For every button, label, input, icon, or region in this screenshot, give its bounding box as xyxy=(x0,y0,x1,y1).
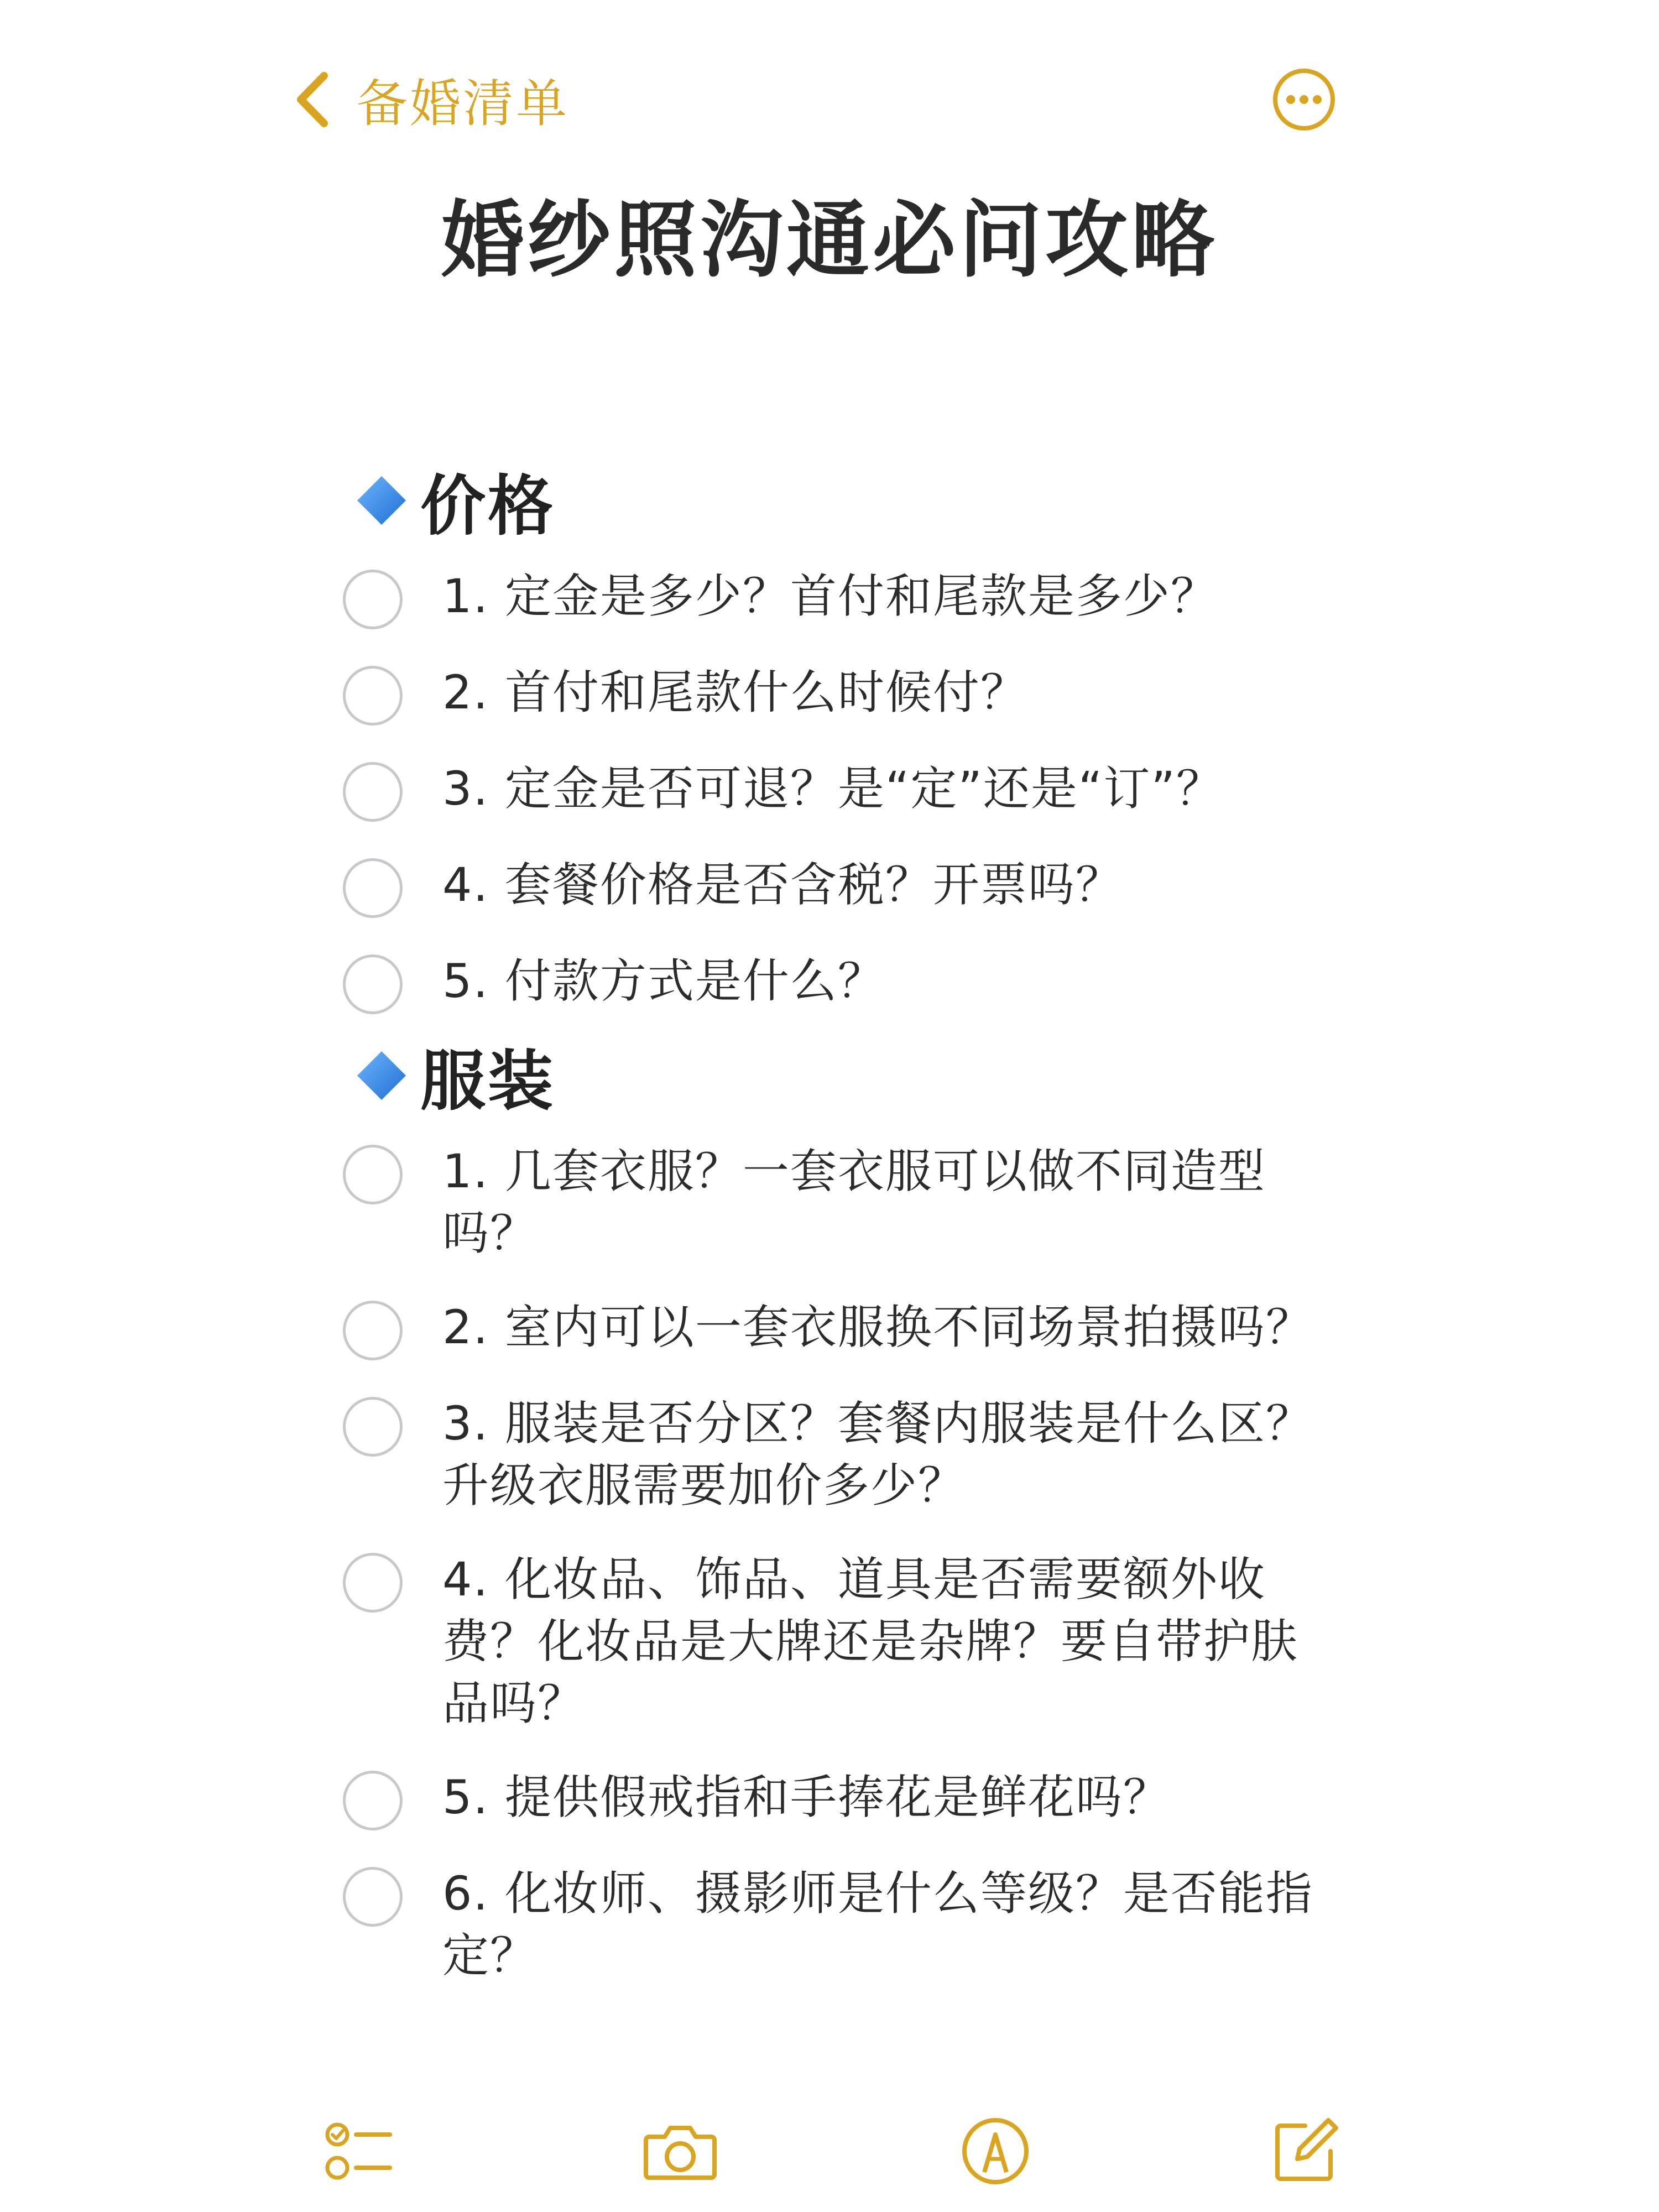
camera-icon xyxy=(641,2112,719,2190)
checklist-item xyxy=(343,1375,1316,1531)
checklist-item xyxy=(343,1279,1316,1375)
section-heading xyxy=(343,1029,1316,1123)
checklist-item xyxy=(343,836,1316,932)
compose-icon xyxy=(1266,2112,1344,2190)
checklist-item-text[interactable]: 1. 定金是多少？首付和尾款是多少？ xyxy=(442,569,1218,623)
compose-button[interactable] xyxy=(1266,2112,1344,2190)
checklist-checkbox[interactable] xyxy=(343,570,403,629)
checklist xyxy=(343,1123,1316,2001)
note-title: 婚纱照沟通必问攻略 xyxy=(441,192,1218,289)
checklist-item xyxy=(343,1123,1316,1279)
checklist-item-text[interactable]: 5. 提供假戒指和手捧花是鲜花吗？ xyxy=(442,1770,1171,1824)
checklist-checkbox[interactable] xyxy=(343,666,403,726)
checklist-item xyxy=(343,547,1316,644)
blue-diamond-icon xyxy=(354,1048,409,1103)
checklist-checkbox[interactable] xyxy=(343,954,403,1014)
checklist-checkbox[interactable] xyxy=(343,1867,403,1927)
checklist-item xyxy=(343,740,1316,836)
checklist-checkbox[interactable] xyxy=(343,1397,403,1457)
checklist-item-text[interactable]: 5. 付款方式是什么？ xyxy=(442,954,885,1008)
checklist-item xyxy=(343,1845,1316,2001)
checklist-item xyxy=(343,1749,1316,1845)
checklist-item-text[interactable]: 4. 化妆品、饰品、道具是否需要额外收费？化妆品是大牌还是杂牌？要自带护肤品吗？ xyxy=(442,1552,1299,1730)
markup-pen-icon xyxy=(957,2112,1034,2190)
checklist-item xyxy=(343,644,1316,740)
checklist-item-text[interactable]: 1. 几套衣服？一套衣服可以做不同造型吗？ xyxy=(442,1144,1266,1260)
checklist-item-text[interactable]: 3. 定金是否可退？是“定”还是“订”？ xyxy=(442,761,1224,816)
section-label: 价格 xyxy=(420,468,556,544)
camera-button[interactable] xyxy=(641,2112,719,2190)
checklist-checkbox[interactable] xyxy=(343,762,403,822)
checklist-checkbox[interactable] xyxy=(343,858,403,918)
checklist-item-text[interactable]: 4. 套餐价格是否含税？开票吗？ xyxy=(442,858,1123,912)
checklist-checkbox[interactable] xyxy=(343,1771,403,1830)
checklist-checkbox[interactable] xyxy=(343,1145,403,1204)
chevron-left-icon xyxy=(293,69,332,130)
checklist xyxy=(343,547,1316,1029)
back-button[interactable] xyxy=(293,66,569,133)
checklist-checkbox[interactable] xyxy=(343,1301,403,1360)
markup-button[interactable] xyxy=(957,2112,1034,2190)
blue-diamond-icon xyxy=(354,473,409,528)
section-label: 服装 xyxy=(420,1043,556,1119)
ellipsis-circle-icon xyxy=(1272,67,1336,132)
checklist-item xyxy=(343,932,1316,1029)
section-heading xyxy=(343,453,1316,547)
more-button[interactable] xyxy=(1272,67,1336,132)
checklist-item-text[interactable]: 3. 服装是否分区？套餐内服装是什么区？升级衣服需要加价多少？ xyxy=(442,1396,1313,1512)
checklist-button[interactable] xyxy=(321,2112,398,2190)
note-body xyxy=(343,453,1316,2001)
checklist-checkbox[interactable] xyxy=(343,1553,403,1613)
checklist-item xyxy=(343,1531,1316,1749)
checklist-item-text[interactable]: 2. 首付和尾款什么时候付？ xyxy=(442,665,1028,719)
checklist-icon xyxy=(321,2112,398,2190)
back-label: 备婚清单 xyxy=(357,74,570,133)
checklist-item-text[interactable]: 6. 化妆师、摄影师是什么等级？是否能指定？ xyxy=(442,1866,1313,1983)
checklist-item-text[interactable]: 2. 室内可以一套衣服换不同场景拍摄吗？ xyxy=(442,1300,1313,1354)
